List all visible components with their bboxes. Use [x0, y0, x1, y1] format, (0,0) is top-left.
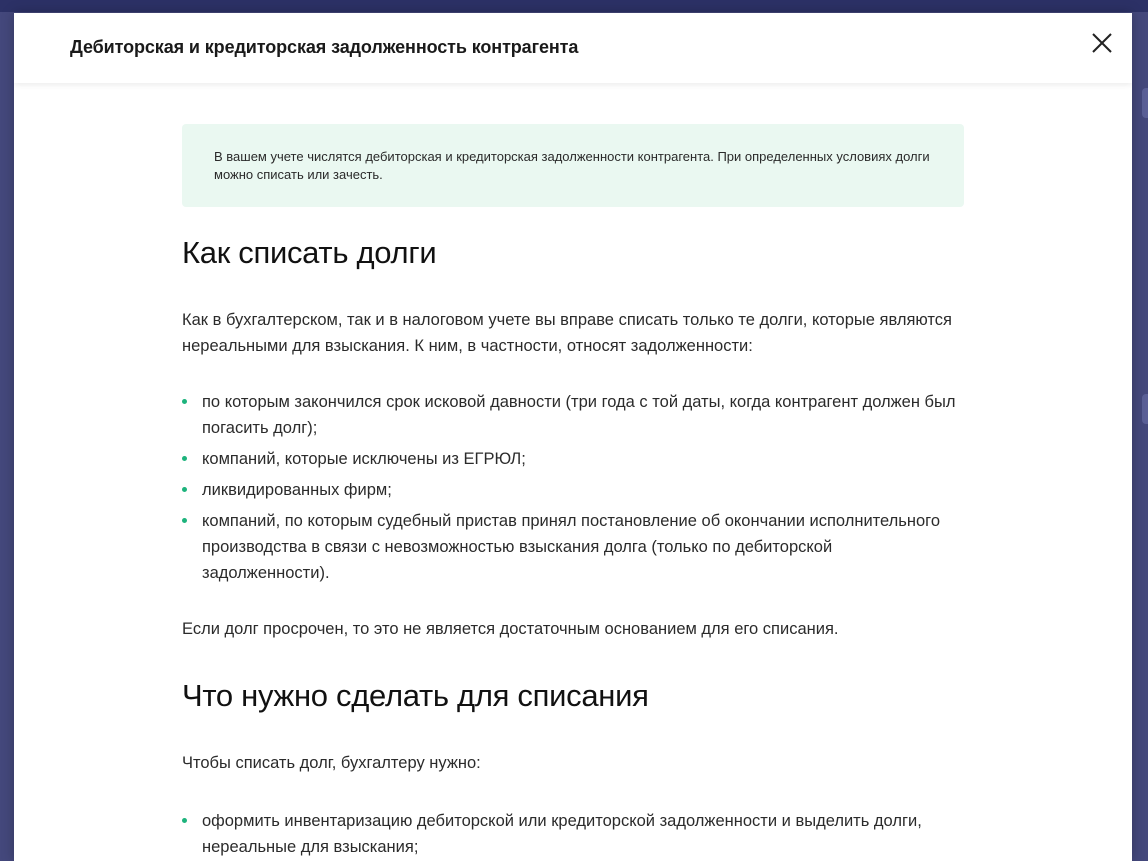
- bullet-icon: [182, 518, 187, 523]
- close-button[interactable]: [1088, 29, 1116, 57]
- list-item-text: оформить инвентаризацию дебиторской или кредиторской задолженности и выделить долги, нереальные для взыскания;: [202, 812, 922, 856]
- list-item: [182, 477, 964, 503]
- section-intro: Как в бухгалтерском, так и в налоговом учете вы вправе списать только те долги, которые являются нереальными для взыскания. К ним, в частности, относят задолженности:: [182, 311, 952, 355]
- modal-header: [14, 13, 1132, 83]
- list-item: [182, 508, 964, 586]
- notice-text: В вашем учете числятся дебиторская и кредиторская задолженности контрагента. При определенных условиях долги можно списать или зачесть.: [214, 149, 930, 182]
- list-item: [182, 446, 964, 472]
- bullet-icon: [182, 399, 187, 404]
- list-item-text: по которым закончился срок исковой давности (три года с той даты, когда контрагент должен был погасить долг);: [202, 393, 956, 437]
- article-content: [182, 124, 964, 861]
- list-item-text: компаний, по которым судебный пристав принял постановление об окончании исполнительного производства в связи с невозможностью взыскания долга (только по дебиторской задолженности).: [202, 512, 941, 582]
- info-notice: [182, 124, 964, 207]
- bullet-icon: [182, 487, 187, 492]
- list-item-text: компаний, которые исключены из ЕГРЮЛ;: [202, 450, 526, 468]
- modal-title: Дебиторская и кредиторская задолженность контрагента: [70, 37, 579, 57]
- close-icon: [1088, 29, 1116, 57]
- bullet-icon: [182, 818, 187, 823]
- list-item-text: ликвидированных фирм;: [202, 481, 392, 499]
- conditions-list: [182, 389, 964, 586]
- section-heading: Как списать долги: [182, 235, 437, 270]
- section-note: Если долг просрочен, то это не является достаточным основанием для его списания.: [182, 620, 839, 638]
- modal-dialog: [14, 13, 1132, 861]
- bullet-icon: [182, 456, 187, 461]
- steps-list: [182, 808, 964, 860]
- section-heading: Что нужно сделать для списания: [182, 678, 649, 713]
- section-intro: Чтобы списать долг, бухгалтеру нужно:: [182, 754, 481, 772]
- background-button: [1142, 88, 1148, 118]
- background-button: [1142, 394, 1148, 424]
- list-item: [182, 808, 964, 860]
- background-topbar: [0, 0, 1148, 12]
- list-item: [182, 389, 964, 441]
